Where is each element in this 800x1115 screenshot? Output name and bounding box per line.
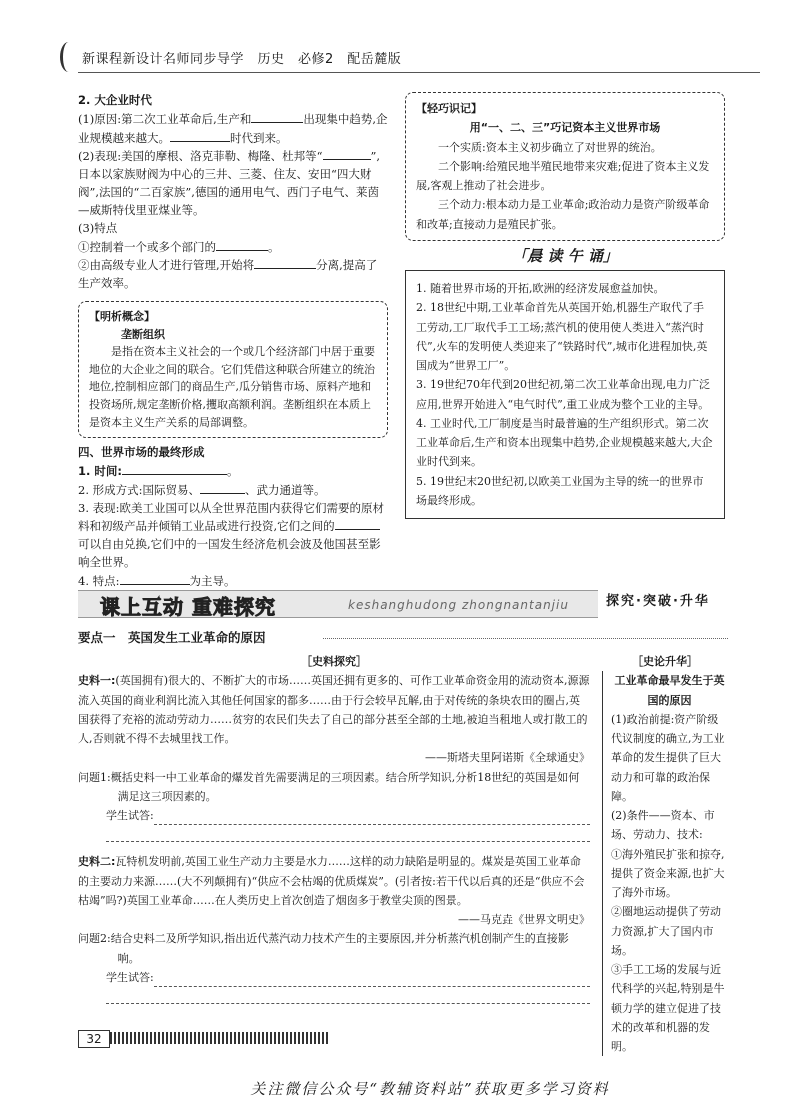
blank-field — [251, 110, 303, 123]
concept-box — [78, 301, 388, 438]
memo-line-2: 二个影响:给殖民地半殖民地带来灾难;促进了资本主义发展,客观上推动了社会进步。 — [416, 159, 710, 192]
wm-method-a: 2. 形成方式:国际贸易、 — [78, 482, 201, 497]
morning-item: 1. 随着世界市场的开拓,欧洲的经济发展愈益加快。 — [416, 282, 665, 295]
answer-line[interactable] — [106, 825, 590, 842]
feature-1-text-a: ①控制着一个或多个部门的 — [78, 239, 216, 254]
wm-method — [78, 481, 388, 500]
source-2 — [78, 852, 590, 910]
theory-heading: 工业革命最早发生于英国的原因 — [614, 674, 725, 707]
example-text-a: (2)表现:美国的摩根、洛克菲勒、梅隆、杜邦等“ — [78, 149, 323, 164]
cause-text-a: (1)原因:第二次工业革命后,生产和 — [78, 111, 252, 126]
answer-area-1 — [78, 806, 590, 825]
banner-title: 课上互动 重难探究 — [100, 595, 276, 619]
morning-item: 3. 19世纪70年代到20世纪初,第二次工业革命出现,电力广泛应用,世界开始进入“电气时代”,重工业成为整个工业的主导。 — [416, 378, 710, 411]
section-banner — [78, 590, 728, 619]
theory-point: (1)政治前提:资产阶级代议制度的确立,为工业革命的发生提供了巨大动力和可靠的政治保障。 — [611, 712, 725, 803]
wm-method-b: 、武力通道等。 — [245, 482, 326, 497]
theory-point: (2)条件——资本、市场、劳动力、技术: — [611, 809, 715, 842]
banner-tag: 探究·突破·升华 — [606, 594, 710, 609]
source-2-citation: ——马克垚《世界文明史》 — [458, 913, 590, 926]
wm-time — [78, 462, 388, 481]
key-point-title: 要点一 英国发生工业革命的原因 — [78, 630, 266, 645]
memo-line-3: 三个动力:根本动力是工业革命;政治动力是资产阶级革命和改革;直接动力是殖民扩张。 — [416, 198, 710, 231]
morning-reading-title: 「晨 读 午 诵」 — [512, 246, 618, 265]
wm-feature-a: 4. 特点: — [78, 573, 120, 588]
header-divider — [78, 72, 760, 73]
source-1-label: 史料一: — [78, 674, 116, 688]
cause-paragraph — [78, 110, 388, 148]
example-paragraph — [78, 147, 388, 219]
source-2-label: 史料二: — [78, 855, 116, 869]
memo-line-1: 一个实质:资本主义初步确立了对世界的统治。 — [438, 140, 662, 154]
answer-label-1: 学生试答: — [106, 809, 154, 822]
page-header — [60, 42, 760, 74]
theory-sidebar-title: ［史论升华］ — [632, 655, 698, 668]
answer-line[interactable] — [106, 987, 590, 1004]
wm-feature — [78, 572, 388, 591]
question-2: 问题2:结合史料二及所学知识,指出近代蒸汽动力技术产生的主要原因,并分析蒸汽机创制产生的直接影响。 — [78, 932, 569, 965]
concept-title: 垄断组织 — [121, 327, 165, 341]
cause-text-b: 出现集中趋势,企业规模越来越大。 — [78, 111, 388, 145]
source-1-text: (英国拥有)很大的、不断扩大的市场……英国还拥有更多的、可作工业革命资金用的流动资本,源源流入英国的商业利润比流入其他任何国家的都多……由于行会较早瓦解,由于对传统的条块农田的圈占,英国获得了充裕的流动劳动力……贫穷的农民们失去了自己的部分甚至全部的土地,被迫当租地人或打散工的人,否则就不得不去城里找工作。 — [78, 674, 590, 745]
left-column — [78, 92, 388, 591]
memo-box — [405, 92, 725, 241]
wm-time-end: 。 — [226, 463, 239, 478]
answer-line[interactable] — [154, 810, 590, 825]
morning-item: 2. 18世纪中期,工业革命首先从英国开始,机器生产取代了手工劳动,工厂取代手工工场;蒸汽机的使用使人类进入“蒸汽时代”,火车的发明使人类迎来了“铁路时代”,城市化进程加快,英国成为“世界工厂”。 — [416, 301, 708, 372]
wm-expression — [78, 500, 388, 572]
feature-1-text-b: 。 — [268, 239, 280, 254]
wm-expression-a: 3. 表现:欧美工业国可以从全世界范围内获得它们需要的原材料和初级产品并倾销工业品或进行投资,它们之间的 — [78, 500, 384, 534]
memo-tag: 【轻巧识记】 — [416, 102, 482, 115]
feature-1 — [78, 238, 388, 257]
answer-line[interactable] — [154, 972, 590, 987]
blank-field — [323, 147, 371, 160]
banner-pinyin: keshanghudong zhongnantanjiu — [348, 598, 569, 612]
decorative-hatch — [110, 1032, 330, 1044]
source-1-citation: ——斯塔夫里阿诺斯《全球通史》 — [425, 751, 590, 765]
blank-field — [120, 572, 190, 585]
right-column — [405, 92, 725, 519]
example-text-b: ”,日本以家族财阀为中心的三井、三菱、住友、安田“四大财阀”,法国的“二百家族”,德国的通用电气、西门子电气、莱茵—威斯特伐里亚煤业等。 — [78, 149, 381, 217]
feature-heading: (3)特点 — [78, 220, 118, 235]
theory-sidebar — [602, 652, 728, 1056]
source-2-text: 瓦特机发明前,英国工业生产动力主要是水力……这样的动力缺陷是明显的。煤炭是英国工业革命的主要动力来源……(大不列颠拥有)“供应不会枯竭的优质煤炭”。(引者按:若干代以后真的还是“供应不会枯竭”吗?)英国工业革命……在人类历史上首次创造了烟囱多于教堂尖顶的图景。 — [78, 855, 585, 907]
banner-strip — [78, 590, 598, 618]
concept-text: 是指在资本主义社会的一个或几个经济部门中居于重要地位的大企业之间的联合。它们凭借这种联合所建立的统治地位,控制相应部门的商品生产,瓜分销售市场、原料产地和投资场所,规定垄断价格,攫取高额利润。垄断组织在本质上是资本主义生产关系的局部调整。 — [89, 345, 375, 429]
key-point-heading — [78, 628, 728, 647]
answer-area-2 — [78, 968, 590, 987]
header-bracket — [60, 42, 77, 72]
page-number: 32 — [78, 1030, 110, 1048]
source-exploration-title: ［史料探究］ — [301, 655, 367, 668]
feature-2-text-a: ②由高级专业人才进行管理,开始将 — [78, 258, 255, 273]
theory-point: ①海外殖民扩张和掠夺,提供了资金来源,也扩大了海外市场。 — [611, 847, 725, 899]
blank-field — [170, 129, 230, 142]
footer-notice: 关注微信公众号“教辅资料站”获取更多学习资料 — [250, 1080, 610, 1098]
blank-field — [254, 256, 316, 269]
feature-2 — [78, 256, 388, 293]
morning-item: 4. 工业时代,工厂制度是当时最普遍的生产组织形式。第二次工业革命后,生产和资本出现集中趋势,企业规模越来越大,大企业时代到来。 — [416, 416, 713, 469]
morning-reading-box — [405, 270, 725, 519]
blank-field — [122, 462, 227, 475]
feature-2-text-b: 分离,提高了生产效率。 — [78, 258, 378, 291]
question-1: 问题1:概括史料一中工业革命的爆发首先需要满足的三项因素。结合所学知识,分析18世纪的英国是如何满足这三项因素的。 — [78, 770, 580, 803]
section-world-market-title: 四、世界市场的最终形成 — [78, 445, 205, 460]
page-number-strip — [78, 1030, 268, 1048]
blank-field — [200, 481, 245, 494]
memo-title: 用“一、二、三”巧记资本主义世界市场 — [469, 121, 661, 135]
answer-label-2: 学生试答: — [106, 970, 154, 984]
wm-time-label: 1. 时间: — [78, 463, 122, 478]
source-exploration — [78, 652, 590, 1004]
wm-feature-b: 为主导。 — [189, 573, 236, 588]
dotted-rule — [323, 638, 728, 639]
theory-content — [602, 671, 728, 1056]
concept-tag: 【明析概念】 — [89, 309, 155, 323]
blank-field — [335, 517, 380, 530]
theory-point: ③手工工场的发展与近代科学的兴起,特别是牛顿力学的建立促进了技术的改革和机器的发明。 — [611, 963, 725, 1053]
blank-field — [216, 238, 268, 251]
wm-expression-b: 可以自由兑换,它们中的一国发生经济危机会波及他国甚至影响全世界。 — [78, 537, 381, 569]
source-1 — [78, 671, 590, 748]
theory-point: ②圈地运动提供了劳动力资源,扩大了国内市场。 — [611, 905, 721, 957]
book-title: 新课程新设计名师同步导学 历史 必修2 配岳麓版 — [82, 52, 402, 67]
cause-text-c: 时代到来。 — [230, 130, 288, 145]
morning-item: 5. 19世纪末20世纪初,以欧美工业国为主导的统一的世界市场最终形成。 — [416, 474, 704, 507]
section-big-enterprise-title: 2. 大企业时代 — [78, 93, 152, 107]
